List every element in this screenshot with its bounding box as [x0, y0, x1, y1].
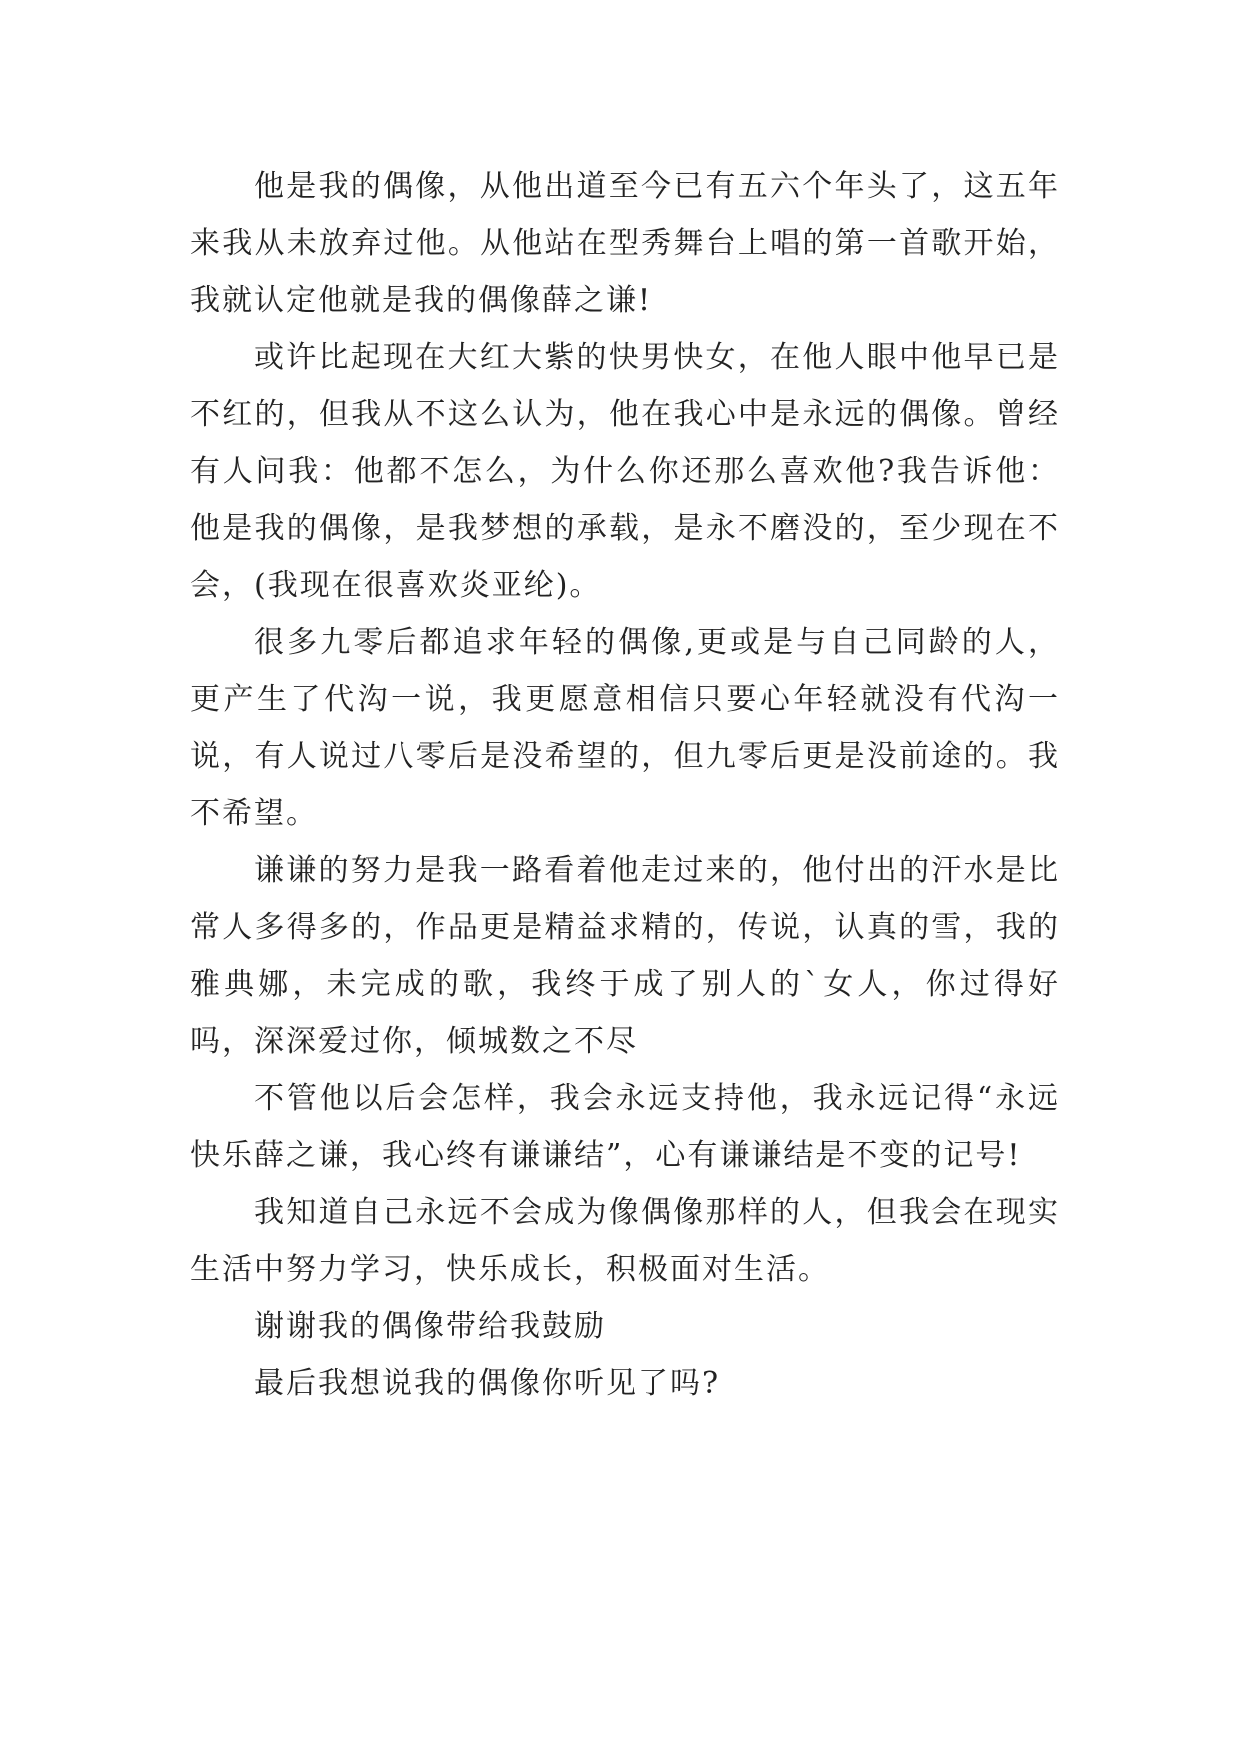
paragraph-4: 谦谦的努力是我一路看着他走过来的，他付出的汗水是比常人多得多的，作品更是精益求精的，传说，认真的雪，我的雅典娜，未完成的歌，我终于成了别人的`女人，你过得好吗，深深爱过你，倾城数之不尽 — [190, 853, 1060, 1059]
paragraph-7: 谢谢我的偶像带给我鼓励 — [254, 1309, 606, 1344]
document-body — [190, 158, 1060, 1412]
paragraph-8: 最后我想说我的偶像你听见了吗? — [254, 1366, 721, 1401]
paragraph-6: 我知道自己永远不会成为像偶像那样的人，但我会在现实生活中努力学习，快乐成长，积极面对生活。 — [190, 1195, 1060, 1287]
paragraph-5: 不管他以后会怎样，我会永远支持他，我永远记得“永远快乐薛之谦，我心终有谦谦结”，心有谦谦结是不变的记号! — [190, 1081, 1060, 1173]
paragraph-2: 或许比起现在大红大紫的快男快女，在他人眼中他早已是不红的，但我从不这么认为，他在我心中是永远的偶像。曾经有人问我：他都不怎么，为什么你还那么喜欢他?我告诉他：他是我的偶像，是我梦想的承载，是永不磨没的，至少现在不会，(我现在很喜欢炎亚纶)。 — [190, 340, 1060, 603]
paragraph-1: 他是我的偶像，从他出道至今已有五六个年头了，这五年来我从未放弃过他。从他站在型秀舞台上唱的第一首歌开始，我就认定他就是我的偶像薛之谦! — [190, 169, 1060, 318]
paragraph-3: 很多九零后都追求年轻的偶像,更或是与自己同龄的人，更产生了代沟一说，我更愿意相信只要心年轻就没有代沟一说，有人说过八零后是没希望的，但九零后更是没前途的。我不希望。 — [190, 625, 1060, 831]
